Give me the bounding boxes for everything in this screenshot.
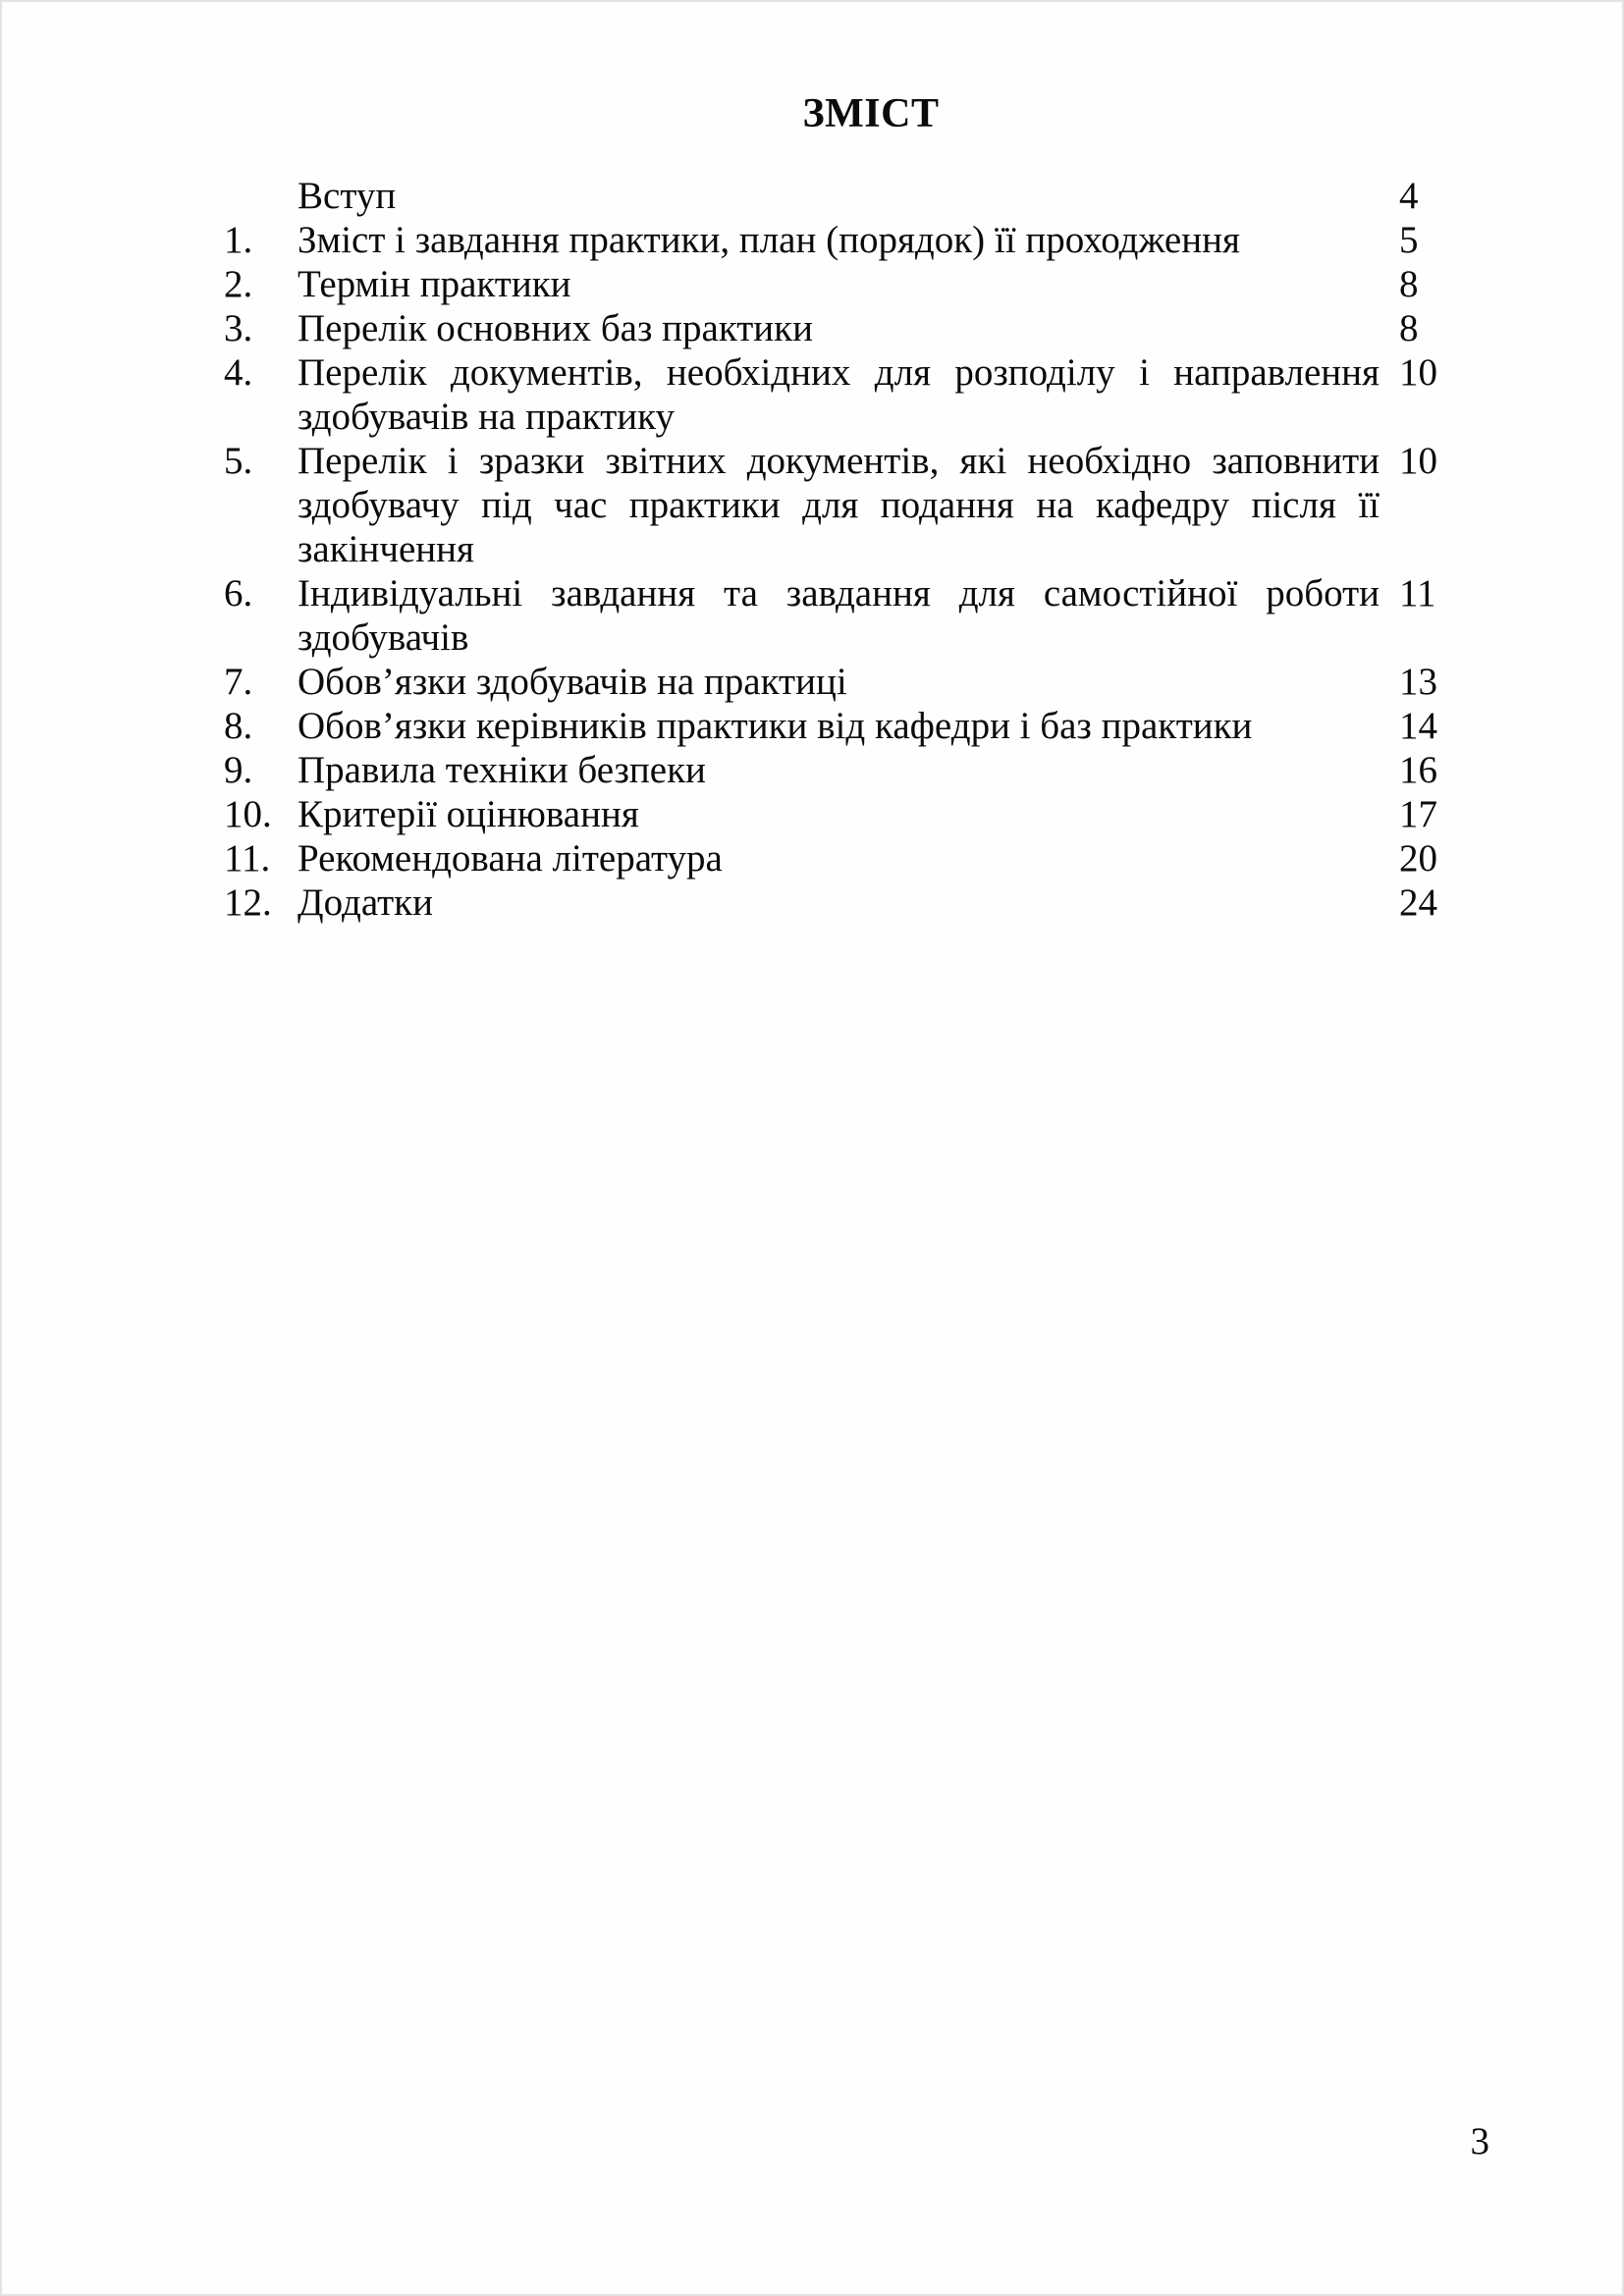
toc-row <box>224 439 1435 571</box>
toc-item-page: 5 <box>1399 219 1419 261</box>
toc-item-title <box>298 350 1380 439</box>
toc-item-title <box>298 306 1380 350</box>
toc-item-page: 14 <box>1399 705 1437 747</box>
toc-line: здобувачів <box>298 616 469 659</box>
toc-row <box>224 306 1435 350</box>
toc-row <box>224 792 1435 836</box>
toc-item-title <box>298 439 1380 571</box>
toc-line: закінчення <box>298 528 474 570</box>
toc-line: Обов’язки керівників практики від кафедри і баз практики <box>298 705 1253 747</box>
toc-item-title <box>298 881 1380 925</box>
toc-row <box>224 262 1435 306</box>
toc-line: Індивідуальні завдання та завдання для самостійної роботи <box>298 572 1380 614</box>
toc-item-title <box>298 704 1380 748</box>
toc-item-title <box>298 571 1380 660</box>
toc-item-title <box>298 174 1380 218</box>
toc-item-number: 4. <box>224 351 253 394</box>
toc-item-title <box>298 748 1380 792</box>
toc-item-title <box>298 660 1380 704</box>
toc-item-page: 16 <box>1399 749 1437 791</box>
toc-item-page: 10 <box>1399 440 1437 482</box>
toc-item-page: 20 <box>1399 837 1437 880</box>
toc-item-page: 8 <box>1399 307 1419 349</box>
toc-item-page: 17 <box>1399 793 1437 835</box>
toc-item-number: 2. <box>224 263 253 305</box>
toc-row <box>224 350 1435 439</box>
toc-item-number: 1. <box>224 219 253 261</box>
toc-line: Перелік і зразки звітних документів, які необхідно заповнити <box>298 440 1380 482</box>
page-title: ЗМІСТ <box>802 91 940 136</box>
toc-item-number: 3. <box>224 307 253 349</box>
toc-item-title <box>298 262 1380 306</box>
toc-row <box>224 660 1435 704</box>
toc-line: Критерії оцінювання <box>298 793 639 835</box>
toc-item-page: 10 <box>1399 351 1437 394</box>
toc-item-number: 7. <box>224 661 253 703</box>
toc-item-number: 11. <box>224 837 271 880</box>
toc-item-page: 24 <box>1399 881 1437 924</box>
toc-item-page: 11 <box>1399 572 1436 614</box>
toc-item-number: 9. <box>224 749 253 791</box>
toc-row <box>224 571 1435 660</box>
toc-item-number: 12. <box>224 881 272 924</box>
toc-line: Перелік основних баз практики <box>298 307 813 349</box>
toc-line: Додатки <box>298 881 433 924</box>
toc-item-number: 8. <box>224 705 253 747</box>
toc-row <box>224 218 1435 262</box>
toc-item-number: 10. <box>224 793 272 835</box>
toc-row <box>224 704 1435 748</box>
toc-line: Вступ <box>298 175 397 217</box>
toc-item-title <box>298 218 1380 262</box>
toc-item-title <box>298 836 1380 881</box>
toc-line: Зміст і завдання практики, план (порядок) її проходження <box>298 219 1240 261</box>
toc-item-page: 4 <box>1399 175 1419 217</box>
toc-line: Обов’язки здобувачів на практиці <box>298 661 847 703</box>
toc-line: Перелік документів, необхідних для розподілу і направлення <box>298 351 1380 394</box>
footer-page-number: 3 <box>1470 2120 1489 2163</box>
toc-item-number: 6. <box>224 572 253 614</box>
toc-row <box>224 174 1435 218</box>
toc-line: здобувачів на практику <box>298 396 676 438</box>
toc-line: Термін практики <box>298 263 571 305</box>
toc-item-page: 13 <box>1399 661 1437 703</box>
toc-row <box>224 748 1435 792</box>
toc-row <box>224 836 1435 881</box>
table-of-contents <box>224 174 1435 925</box>
toc-item-number: 5. <box>224 440 253 482</box>
toc-row <box>224 881 1435 925</box>
toc-item-page: 8 <box>1399 263 1419 305</box>
toc-line: Рекомендована література <box>298 837 723 880</box>
toc-item-title <box>298 792 1380 836</box>
toc-line: здобувачу під час практики для подання на кафедру після її <box>298 484 1380 526</box>
toc-line: Правила техніки безпеки <box>298 749 706 791</box>
